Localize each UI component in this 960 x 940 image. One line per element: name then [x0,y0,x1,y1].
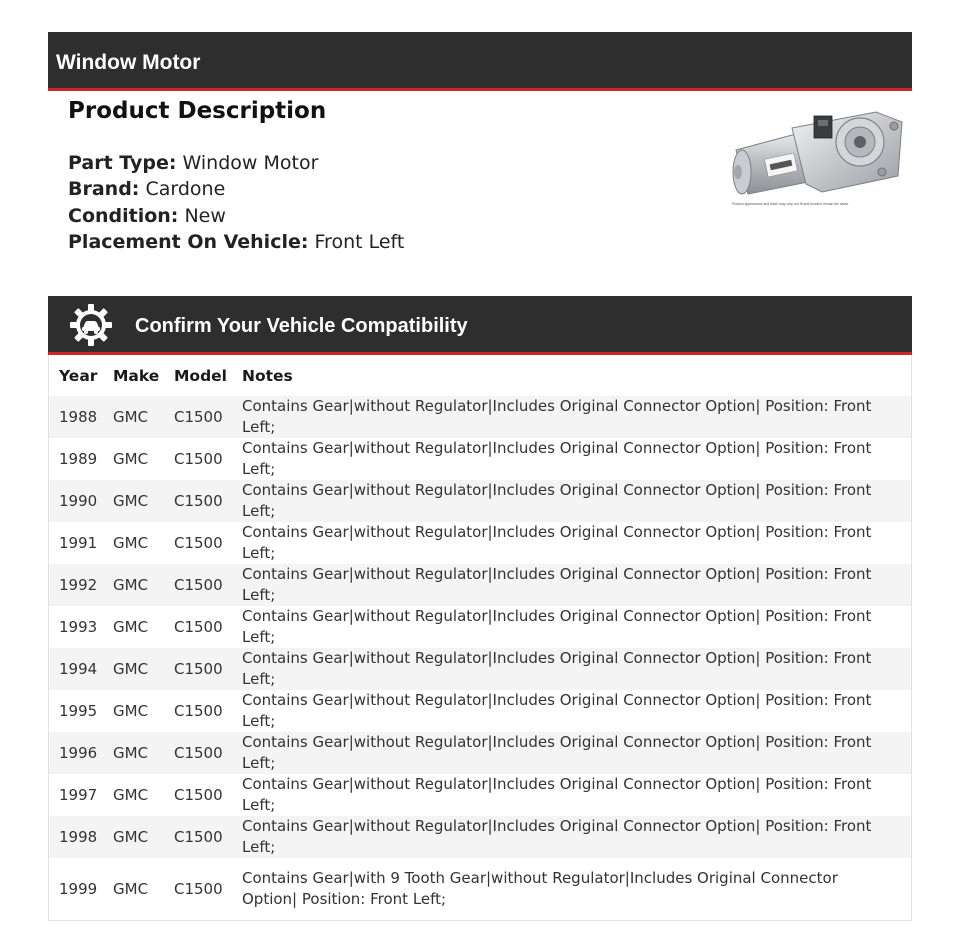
column-header-notes: Notes [242,366,293,385]
attribute-key: Condition: [68,204,179,227]
attribute-key: Placement On Vehicle: [68,231,309,254]
product-image[interactable] [726,104,906,208]
attribute-condition [68,203,404,229]
compatibility-title: Confirm Your Vehicle Compatibility [135,315,468,337]
cell-year: 1999 [49,858,103,920]
table-row [49,438,911,480]
compatibility-table [49,355,911,920]
cell-model: C1500 [164,480,232,522]
cell-model: C1500 [164,774,232,816]
cell-make: GMC [103,858,164,920]
cell-model: C1500 [164,732,232,774]
cell-model: C1500 [164,396,232,438]
product-image-caption: Product appearance and finish may vary, but fit and function remain the same. [732,202,850,206]
attribute-part-type [68,150,404,176]
product-title-bar [48,32,912,91]
cell-notes: Contains Gear|without Regulator|Includes Original Connector Option| Position: Front Left; [232,732,911,774]
compatibility-table-container [48,355,912,921]
cell-model: C1500 [164,564,232,606]
cell-notes: Contains Gear|with 9 Tooth Gear|without Regulator|Includes Original Connector Option| Position: Front Left; [232,858,911,920]
cell-year: 1989 [49,438,103,480]
table-row [49,480,911,522]
table-row [49,690,911,732]
cell-make: GMC [103,564,164,606]
attribute-value: New [184,204,226,227]
table-row [49,816,911,858]
cell-year: 1994 [49,648,103,690]
table-row [49,774,911,816]
cell-year: 1997 [49,774,103,816]
cell-make: GMC [103,690,164,732]
cell-make: GMC [103,774,164,816]
product-title: Window Motor [56,51,201,74]
table-header-row [49,355,911,396]
cell-year: 1993 [49,606,103,648]
attribute-brand [68,176,404,202]
cell-notes: Contains Gear|without Regulator|Includes Original Connector Option| Position: Front Left; [232,480,911,522]
cell-make: GMC [103,606,164,648]
attribute-key: Brand: [68,178,140,201]
cell-notes: Contains Gear|without Regulator|Includes Original Connector Option| Position: Front Left; [232,774,911,816]
cell-year: 1998 [49,816,103,858]
cell-make: GMC [103,816,164,858]
cell-make: GMC [103,648,164,690]
table-row [49,732,911,774]
cell-model: C1500 [164,522,232,564]
cell-year: 1991 [49,522,103,564]
cell-year: 1995 [49,690,103,732]
attribute-placement [68,229,404,255]
cell-model: C1500 [164,648,232,690]
cell-year: 1996 [49,732,103,774]
cell-notes: Contains Gear|without Regulator|Includes Original Connector Option| Position: Front Left; [232,522,911,564]
cell-make: GMC [103,480,164,522]
attribute-value: Front Left [314,231,405,254]
cell-notes: Contains Gear|without Regulator|Includes Original Connector Option| Position: Front Left; [232,438,911,480]
table-row [49,522,911,564]
cell-notes: Contains Gear|without Regulator|Includes Original Connector Option| Position: Front Left; [232,606,911,648]
table-row [49,858,911,920]
cell-notes: Contains Gear|without Regulator|Includes Original Connector Option| Position: Front Left; [232,564,911,606]
cell-model: C1500 [164,690,232,732]
cell-year: 1990 [49,480,103,522]
cell-year: 1988 [49,396,103,438]
attribute-value: Window Motor [182,152,319,174]
compatibility-title-bar [48,296,912,355]
gear-car-icon [69,303,113,347]
cell-make: GMC [103,522,164,564]
table-row [49,396,911,438]
cell-notes: Contains Gear|without Regulator|Includes Original Connector Option| Position: Front Left; [232,690,911,732]
attribute-key: Part Type: [68,152,177,174]
cell-notes: Contains Gear|without Regulator|Includes Original Connector Option| Position: Front Left; [232,648,911,690]
table-row [49,648,911,690]
cell-year: 1992 [49,564,103,606]
column-header-make: Make [113,366,160,385]
cell-make: GMC [103,438,164,480]
cell-model: C1500 [164,438,232,480]
column-header-model: Model [174,366,227,385]
window-motor-illustration [726,104,906,208]
cell-make: GMC [103,396,164,438]
cell-model: C1500 [164,858,232,920]
cell-make: GMC [103,732,164,774]
product-attributes [68,150,404,256]
table-row [49,606,911,648]
cell-model: C1500 [164,606,232,648]
cell-notes: Contains Gear|without Regulator|Includes Original Connector Option| Position: Front Left; [232,816,911,858]
table-row [49,564,911,606]
column-header-year: Year [59,366,98,385]
attribute-value: Cardone [145,178,226,201]
product-description-heading: Product Description [68,98,327,124]
cell-notes: Contains Gear|without Regulator|Includes Original Connector Option| Position: Front Left; [232,396,911,438]
cell-model: C1500 [164,816,232,858]
